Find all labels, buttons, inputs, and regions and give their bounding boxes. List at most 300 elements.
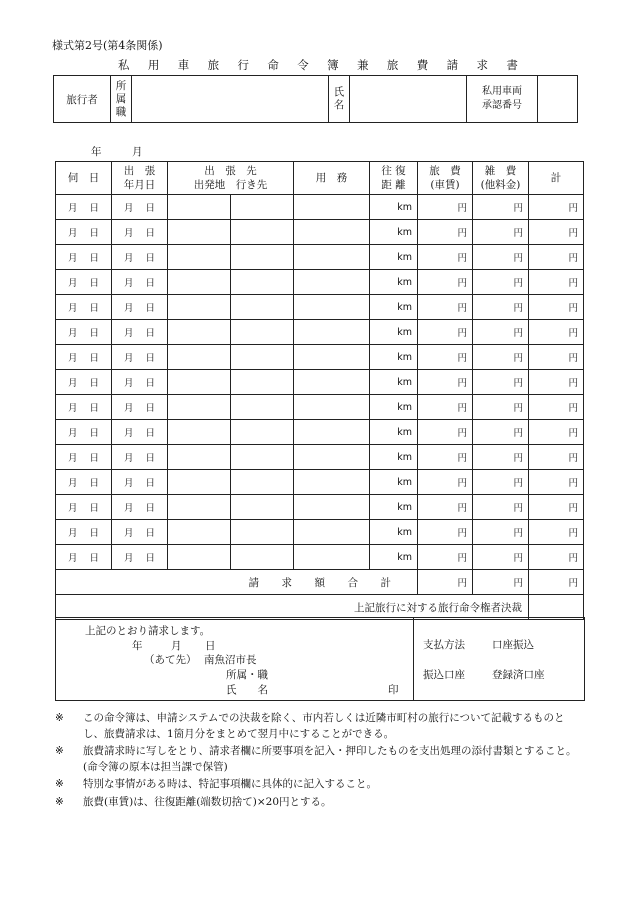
- misc-cell-unit: 円: [513, 403, 523, 414]
- business-cell[interactable]: [294, 470, 370, 495]
- note-text: 旅費請求時に写しをとり、請求者欄に所要事項を記入・押印したものを支出処理の添付書類とすること。(命令簿の原本は担当課で保管): [83, 745, 577, 773]
- departure-cell[interactable]: [168, 520, 231, 545]
- day-text: 日: [145, 503, 155, 514]
- note-mark: ※: [55, 778, 64, 790]
- fare-cell-unit: 円: [457, 278, 467, 289]
- departure-cell[interactable]: [168, 545, 231, 570]
- total-cell[interactable]: [529, 195, 584, 220]
- payment-method-value: 口座振込: [492, 639, 534, 651]
- note-item: [55, 795, 585, 811]
- fare-cell-unit: 円: [457, 353, 467, 364]
- request-statement: 上記のとおり請求します。: [85, 625, 211, 637]
- addressee-label: （あて先）: [144, 654, 197, 666]
- distance-unit: km: [397, 326, 412, 338]
- departure-cell[interactable]: [168, 295, 231, 320]
- departure-cell[interactable]: [168, 270, 231, 295]
- misc-cell-unit: 円: [513, 328, 523, 339]
- fare-cell[interactable]: [418, 320, 473, 345]
- day-text: 日: [89, 203, 99, 214]
- month-text: 月: [123, 278, 134, 289]
- form-title: [118, 57, 518, 73]
- business-cell[interactable]: [294, 245, 370, 270]
- fare-cell-unit: 円: [457, 403, 467, 414]
- month-text: 月: [67, 478, 78, 489]
- distance-cell[interactable]: [370, 270, 418, 295]
- request-date-cell[interactable]: [56, 445, 112, 470]
- business-cell[interactable]: [294, 345, 370, 370]
- affiliation-field[interactable]: [132, 76, 329, 123]
- trip-row: [56, 520, 584, 545]
- sum-fare-cell[interactable]: [418, 570, 473, 595]
- distance-cell[interactable]: [370, 245, 418, 270]
- distance-unit: km: [397, 201, 412, 213]
- misc-cell-unit: 円: [513, 253, 523, 264]
- departure-cell[interactable]: [168, 445, 231, 470]
- month-text: 月: [123, 403, 134, 414]
- request-date-cell[interactable]: [56, 545, 112, 570]
- distance-unit: km: [397, 251, 412, 263]
- total-cell-unit: 円: [568, 228, 578, 239]
- name-field[interactable]: [350, 76, 467, 123]
- departure-cell[interactable]: [168, 195, 231, 220]
- trip-date-cell[interactable]: [112, 470, 168, 495]
- month-text: 月: [123, 328, 134, 339]
- departure-cell[interactable]: [168, 470, 231, 495]
- total-cell[interactable]: [529, 470, 584, 495]
- fare-cell-unit: 円: [457, 203, 467, 214]
- header-distance: 往 復 距 離: [370, 162, 418, 195]
- misc-cell[interactable]: [473, 420, 529, 445]
- fare-cell[interactable]: [418, 370, 473, 395]
- misc-cell-unit: 円: [513, 553, 523, 564]
- business-cell[interactable]: [294, 395, 370, 420]
- distance-cell[interactable]: [370, 345, 418, 370]
- misc-cell[interactable]: [473, 545, 529, 570]
- payment-method-label: 支払方法: [423, 639, 465, 651]
- total-cell-unit: 円: [568, 553, 578, 564]
- distance-cell[interactable]: [370, 495, 418, 520]
- trip-date-cell[interactable]: [112, 420, 168, 445]
- total-cell[interactable]: [529, 545, 584, 570]
- request-date-cell[interactable]: [56, 370, 112, 395]
- trip-date-cell[interactable]: [112, 445, 168, 470]
- distance-cell[interactable]: [370, 545, 418, 570]
- fare-cell[interactable]: [418, 345, 473, 370]
- distance-unit: km: [397, 376, 412, 388]
- trip-row: [56, 320, 584, 345]
- trip-date-cell[interactable]: [112, 545, 168, 570]
- header-trip-date: 出 張 年月日: [112, 162, 168, 195]
- trip-row: [56, 270, 584, 295]
- title-char: 求: [476, 58, 488, 72]
- vehicle-approval-label: [467, 76, 538, 123]
- traveler-label: 旅行者: [54, 76, 111, 123]
- month-text: 月: [67, 228, 78, 239]
- traveler-table: [53, 75, 578, 123]
- total-cell-unit: 円: [568, 378, 578, 389]
- destination-cell[interactable]: [231, 445, 294, 470]
- trip-row: [56, 345, 584, 370]
- name-char: 氏: [333, 86, 345, 98]
- fare-cell[interactable]: [418, 520, 473, 545]
- notes-section: [55, 711, 585, 812]
- misc-cell[interactable]: [473, 520, 529, 545]
- misc-cell[interactable]: [473, 270, 529, 295]
- fare-cell[interactable]: [418, 195, 473, 220]
- note-item: [55, 711, 585, 742]
- destination-cell[interactable]: [231, 320, 294, 345]
- bank-account-value: 登録済口座: [492, 669, 545, 681]
- fare-cell[interactable]: [418, 245, 473, 270]
- month-text: 月: [123, 203, 134, 214]
- misc-cell[interactable]: [473, 245, 529, 270]
- total-cell-unit: 円: [568, 528, 578, 539]
- month-text: 月: [67, 503, 78, 514]
- total-cell-unit: 円: [568, 303, 578, 314]
- business-cell[interactable]: [294, 545, 370, 570]
- business-cell[interactable]: [294, 220, 370, 245]
- month-text: 月: [67, 253, 78, 264]
- request-date-cell[interactable]: [56, 495, 112, 520]
- total-cell[interactable]: [529, 245, 584, 270]
- total-cell[interactable]: [529, 295, 584, 320]
- fare-cell-unit: 円: [457, 253, 467, 264]
- trip-row: [56, 395, 584, 420]
- trip-date-cell[interactable]: [112, 345, 168, 370]
- sum-misc-unit: 円: [513, 578, 523, 589]
- total-cell[interactable]: [529, 320, 584, 345]
- day-text: 日: [145, 378, 155, 389]
- departure-cell[interactable]: [168, 320, 231, 345]
- form-id: 様式第2号(第4条関係): [52, 39, 163, 52]
- distance-unit: km: [397, 476, 412, 488]
- month-text: 月: [67, 453, 78, 464]
- trip-date-cell[interactable]: [112, 370, 168, 395]
- destination-cell[interactable]: [231, 270, 294, 295]
- misc-cell[interactable]: [473, 295, 529, 320]
- title-char: 請: [446, 58, 459, 72]
- request-date-cell[interactable]: [56, 395, 112, 420]
- total-cell[interactable]: [529, 445, 584, 470]
- departure-cell[interactable]: [168, 220, 231, 245]
- fare-cell[interactable]: [418, 395, 473, 420]
- business-cell[interactable]: [294, 270, 370, 295]
- misc-cell-unit: 円: [513, 478, 523, 489]
- fare-cell[interactable]: [418, 270, 473, 295]
- note-item: [55, 777, 585, 793]
- day-text: 日: [89, 528, 99, 539]
- distance-unit: km: [397, 401, 412, 413]
- requester-name-label: 氏 名: [226, 684, 268, 696]
- trip-date-cell[interactable]: [112, 195, 168, 220]
- fare-cell[interactable]: [418, 220, 473, 245]
- request-date-cell[interactable]: [56, 320, 112, 345]
- trip-date-cell[interactable]: [112, 495, 168, 520]
- month-text: 月: [67, 203, 78, 214]
- request-date-cell[interactable]: [56, 270, 112, 295]
- affiliation-char: 職: [115, 105, 127, 118]
- total-cell-unit: 円: [568, 503, 578, 514]
- trip-date-cell[interactable]: [112, 320, 168, 345]
- total-row: [56, 570, 584, 595]
- name-label: [329, 76, 350, 123]
- fare-cell-unit: 円: [457, 453, 467, 464]
- departure-cell[interactable]: [168, 345, 231, 370]
- misc-cell[interactable]: [473, 370, 529, 395]
- request-date-cell[interactable]: [56, 345, 112, 370]
- departure-cell[interactable]: [168, 495, 231, 520]
- header-request-date: 伺 日: [56, 162, 112, 195]
- approval-row: [56, 595, 584, 620]
- day-text: 日: [89, 303, 99, 314]
- misc-cell-unit: 円: [513, 503, 523, 514]
- trip-date-cell[interactable]: [112, 295, 168, 320]
- month-text: 月: [123, 228, 134, 239]
- distance-unit: km: [397, 526, 412, 538]
- title-char: 令: [297, 58, 309, 72]
- day-text: 日: [89, 453, 99, 464]
- distance-unit: km: [397, 301, 412, 313]
- trip-date-cell[interactable]: [112, 270, 168, 295]
- title-char: 兼: [357, 58, 369, 72]
- misc-cell-unit: 円: [513, 528, 523, 539]
- note-item: [55, 744, 585, 775]
- month-text: 月: [123, 478, 134, 489]
- destination-cell[interactable]: [231, 195, 294, 220]
- departure-cell[interactable]: [168, 370, 231, 395]
- total-cell-unit: 円: [568, 353, 578, 364]
- month-text: 月: [123, 353, 134, 364]
- misc-cell[interactable]: [473, 395, 529, 420]
- trip-date-cell[interactable]: [112, 520, 168, 545]
- business-cell[interactable]: [294, 295, 370, 320]
- fare-cell[interactable]: [418, 295, 473, 320]
- sum-total-cell[interactable]: [529, 570, 584, 595]
- distance-cell[interactable]: [370, 445, 418, 470]
- distance-cell[interactable]: [370, 295, 418, 320]
- trip-row: [56, 495, 584, 520]
- day-text: 日: [145, 528, 155, 539]
- day-text: 日: [145, 253, 155, 264]
- total-cell[interactable]: [529, 270, 584, 295]
- departure-cell[interactable]: [168, 420, 231, 445]
- day-text: 日: [145, 303, 155, 314]
- affiliation-char: 属: [115, 92, 127, 105]
- total-cell[interactable]: [529, 345, 584, 370]
- request-box: [55, 617, 585, 701]
- month-text: 月: [123, 303, 134, 314]
- misc-cell[interactable]: [473, 470, 529, 495]
- title-char: 命: [267, 58, 279, 72]
- note-mark: ※: [55, 745, 64, 757]
- misc-cell-unit: 円: [513, 378, 523, 389]
- month-text: 月: [123, 378, 134, 389]
- trip-row: [56, 195, 584, 220]
- title-char: 旅: [386, 58, 399, 72]
- day-text: 日: [89, 278, 99, 289]
- destination-cell[interactable]: [231, 295, 294, 320]
- title-char: 私: [118, 58, 130, 72]
- note-mark: ※: [55, 795, 64, 808]
- day-text: 日: [145, 328, 155, 339]
- business-cell[interactable]: [294, 370, 370, 395]
- total-cell[interactable]: [529, 495, 584, 520]
- misc-cell[interactable]: [473, 445, 529, 470]
- distance-cell[interactable]: [370, 395, 418, 420]
- destination-cell[interactable]: [231, 345, 294, 370]
- misc-cell[interactable]: [473, 220, 529, 245]
- trip-date-cell[interactable]: [112, 245, 168, 270]
- day-text: 日: [89, 353, 99, 364]
- request-day: 日: [205, 640, 216, 652]
- request-date-cell[interactable]: [56, 295, 112, 320]
- month-text: 月: [67, 378, 78, 389]
- vehicle-approval-field[interactable]: [538, 76, 578, 123]
- fare-cell-unit: 円: [457, 428, 467, 439]
- trip-row: [56, 420, 584, 445]
- month-text: 月: [67, 428, 78, 439]
- fare-cell[interactable]: [418, 470, 473, 495]
- misc-cell[interactable]: [473, 195, 529, 220]
- distance-cell[interactable]: [370, 195, 418, 220]
- distance-cell[interactable]: [370, 420, 418, 445]
- request-date-cell[interactable]: [56, 245, 112, 270]
- destination-cell[interactable]: [231, 495, 294, 520]
- month-text: 月: [67, 528, 78, 539]
- month-text: 月: [67, 328, 78, 339]
- sum-total-unit: 円: [568, 578, 578, 589]
- trip-row: [56, 370, 584, 395]
- destination-cell[interactable]: [231, 245, 294, 270]
- request-date-cell[interactable]: [56, 420, 112, 445]
- fare-cell[interactable]: [418, 545, 473, 570]
- total-cell[interactable]: [529, 220, 584, 245]
- distance-cell[interactable]: [370, 520, 418, 545]
- title-char: 書: [506, 58, 518, 72]
- business-cell[interactable]: [294, 195, 370, 220]
- departure-cell[interactable]: [168, 395, 231, 420]
- request-date-cell[interactable]: [56, 195, 112, 220]
- title-char: 旅: [207, 58, 220, 72]
- day-text: 日: [145, 228, 155, 239]
- business-cell[interactable]: [294, 520, 370, 545]
- destination-cell[interactable]: [231, 395, 294, 420]
- affiliation-label: [111, 76, 132, 123]
- business-cell[interactable]: [294, 445, 370, 470]
- distance-cell[interactable]: [370, 220, 418, 245]
- month-text: 月: [123, 553, 134, 564]
- title-char: 用: [147, 58, 160, 72]
- trip-row: [56, 245, 584, 270]
- total-label: 請 求 額 合 計: [56, 570, 418, 595]
- total-cell[interactable]: [529, 370, 584, 395]
- fare-cell[interactable]: [418, 495, 473, 520]
- day-text: 日: [89, 553, 99, 564]
- trip-date-cell[interactable]: [112, 395, 168, 420]
- trip-row: [56, 220, 584, 245]
- request-date-cell[interactable]: [56, 470, 112, 495]
- request-date-cell[interactable]: [56, 520, 112, 545]
- day-text: 日: [145, 428, 155, 439]
- vehicle-label-line2: 承認番号: [482, 100, 522, 111]
- total-cell-unit: 円: [568, 203, 578, 214]
- fare-cell-unit: 円: [457, 228, 467, 239]
- business-cell[interactable]: [294, 420, 370, 445]
- trip-row: [56, 545, 584, 570]
- distance-cell[interactable]: [370, 320, 418, 345]
- header-total: 計: [529, 162, 584, 195]
- request-date-cell[interactable]: [56, 220, 112, 245]
- total-cell[interactable]: [529, 420, 584, 445]
- destination-cell[interactable]: [231, 420, 294, 445]
- total-cell[interactable]: [529, 395, 584, 420]
- mayor-label: 南魚沼市長: [204, 654, 257, 666]
- fare-cell[interactable]: [418, 420, 473, 445]
- month-label: 月: [132, 146, 143, 158]
- misc-cell-unit: 円: [513, 303, 523, 314]
- distance-cell[interactable]: [370, 470, 418, 495]
- fare-cell-unit: 円: [457, 378, 467, 389]
- header-fare: 旅 費 (車賃): [418, 162, 473, 195]
- note-text: 特別な事情がある時は、特記事項欄に具体的に記入すること。: [83, 778, 377, 790]
- destination-cell[interactable]: [231, 370, 294, 395]
- total-cell-unit: 円: [568, 278, 578, 289]
- departure-cell[interactable]: [168, 245, 231, 270]
- total-cell-unit: 円: [568, 428, 578, 439]
- request-year: 年: [132, 640, 143, 652]
- destination-cell[interactable]: [231, 520, 294, 545]
- destination-cell[interactable]: [231, 220, 294, 245]
- trip-date-cell[interactable]: [112, 220, 168, 245]
- approval-field[interactable]: [529, 595, 584, 620]
- title-char: 行: [237, 58, 249, 72]
- business-cell[interactable]: [294, 320, 370, 345]
- business-cell[interactable]: [294, 495, 370, 520]
- month-text: 月: [123, 428, 134, 439]
- sum-fare-unit: 円: [457, 578, 467, 589]
- misc-cell-unit: 円: [513, 203, 523, 214]
- destination-cell[interactable]: [231, 470, 294, 495]
- day-text: 日: [145, 353, 155, 364]
- distance-cell[interactable]: [370, 370, 418, 395]
- approval-label: 上記旅行に対する旅行命令権者決裁: [56, 595, 529, 620]
- day-text: 日: [89, 378, 99, 389]
- sum-misc-cell[interactable]: [473, 570, 529, 595]
- month-text: 月: [67, 303, 78, 314]
- misc-cell[interactable]: [473, 320, 529, 345]
- distance-unit: km: [397, 451, 412, 463]
- title-char: 簿: [327, 58, 339, 72]
- misc-cell[interactable]: [473, 495, 529, 520]
- day-text: 日: [89, 503, 99, 514]
- seal-mark: 印: [388, 684, 399, 696]
- distance-unit: km: [397, 351, 412, 363]
- total-cell[interactable]: [529, 520, 584, 545]
- day-text: 日: [145, 453, 155, 464]
- name-char: 名: [333, 99, 345, 111]
- month-text: 月: [123, 253, 134, 264]
- affiliation-char: 所: [115, 79, 127, 92]
- total-cell-unit: 円: [568, 328, 578, 339]
- trip-row: [56, 470, 584, 495]
- misc-cell[interactable]: [473, 345, 529, 370]
- total-cell-unit: 円: [568, 453, 578, 464]
- fare-cell[interactable]: [418, 445, 473, 470]
- fare-cell-unit: 円: [457, 528, 467, 539]
- destination-cell[interactable]: [231, 545, 294, 570]
- fare-cell-unit: 円: [457, 503, 467, 514]
- misc-cell-unit: 円: [513, 453, 523, 464]
